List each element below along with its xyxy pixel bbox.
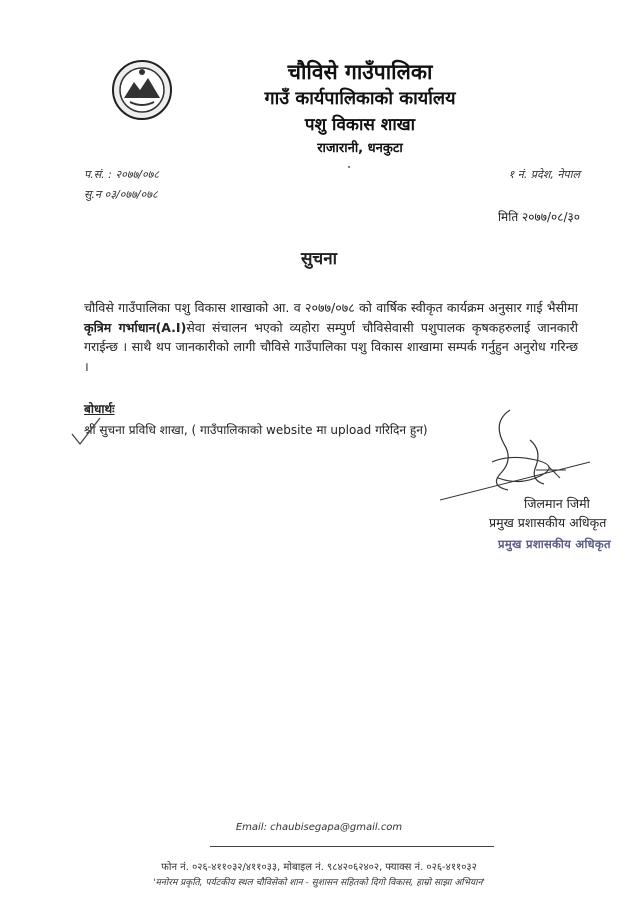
letterhead-branch-name: पशु विकास शाखा — [304, 115, 416, 135]
cc-heading: बोधार्थः — [84, 402, 115, 416]
dispatch-number: सु.न ०३/०७७/०७८ — [84, 188, 158, 201]
body-highlight: कृत्रिम गर्भाधान(A.I) — [84, 319, 187, 335]
cc-recipient: श्री सुचना प्रविधि शाखा, ( गाउँपालिकाको website मा upload गरिदिन हुन) — [84, 423, 428, 437]
letterhead-address: राजारानी, धनकुटा — [317, 141, 403, 156]
handwritten-signature — [440, 400, 600, 510]
body-text-part2: सेवा संचालन भएको व्यहोरा सम्पुर्ण चौविसेवासी पशुपालक कृषकहरुलाई जानकारी गराईन्छ । साथै थप जानकारीको लागी चौविसे गाउँपालिका पशु विकास शाखामा सम्पर्क गर्नुहुन अनुरोध गरिन्छ । — [84, 319, 578, 374]
checkmark-icon — [70, 414, 102, 448]
signatory-name: जिलमान जिमी — [524, 496, 590, 511]
letterhead-office-name: गाउँ कार्यपालिकाको कार्यालय — [264, 88, 456, 109]
letterhead-municipality-name: चौविसे गाउँपालिका — [287, 60, 433, 84]
footer-divider — [210, 846, 494, 847]
speck — [348, 166, 350, 168]
footer-email: Email: chaubisegapa@gmail.com — [235, 822, 403, 833]
letter-number: प.सं. : २०७७/०७८ — [84, 168, 160, 181]
notice-body — [84, 298, 578, 376]
letter-date: मिति २०७७/०८/३० — [497, 210, 580, 224]
footer-motto: 'मनोरम प्रकृति, पर्यटकीय स्थल चौविसेको शान - सुशासन सहितको दिगो विकास, हाम्रो साझा अभियान' — [153, 878, 485, 888]
official-stamp-text: प्रमुख प्रशासकीय अधिकृत — [498, 537, 611, 551]
province-label: १ नं. प्रदेश, नेपाल — [508, 168, 580, 181]
body-text-part1: चौविसे गाउँपालिका पशु विकास शाखाको आ. व २०७७/०७८ को वार्षिक स्वीकृत कार्यक्रम अनुसार गाई भैसीमा — [84, 300, 578, 315]
footer-contact-numbers: फोन नं. ०२६-४११०३२/४११०३३, मोबाइल नं. ९८४२०६२४०२, फ्याक्स नं. ०२६-४११०३२ — [161, 862, 477, 873]
signatory-title: प्रमुख प्रशासकीय अधिकृत — [489, 515, 607, 530]
notice-subject: सुचना — [300, 249, 338, 269]
